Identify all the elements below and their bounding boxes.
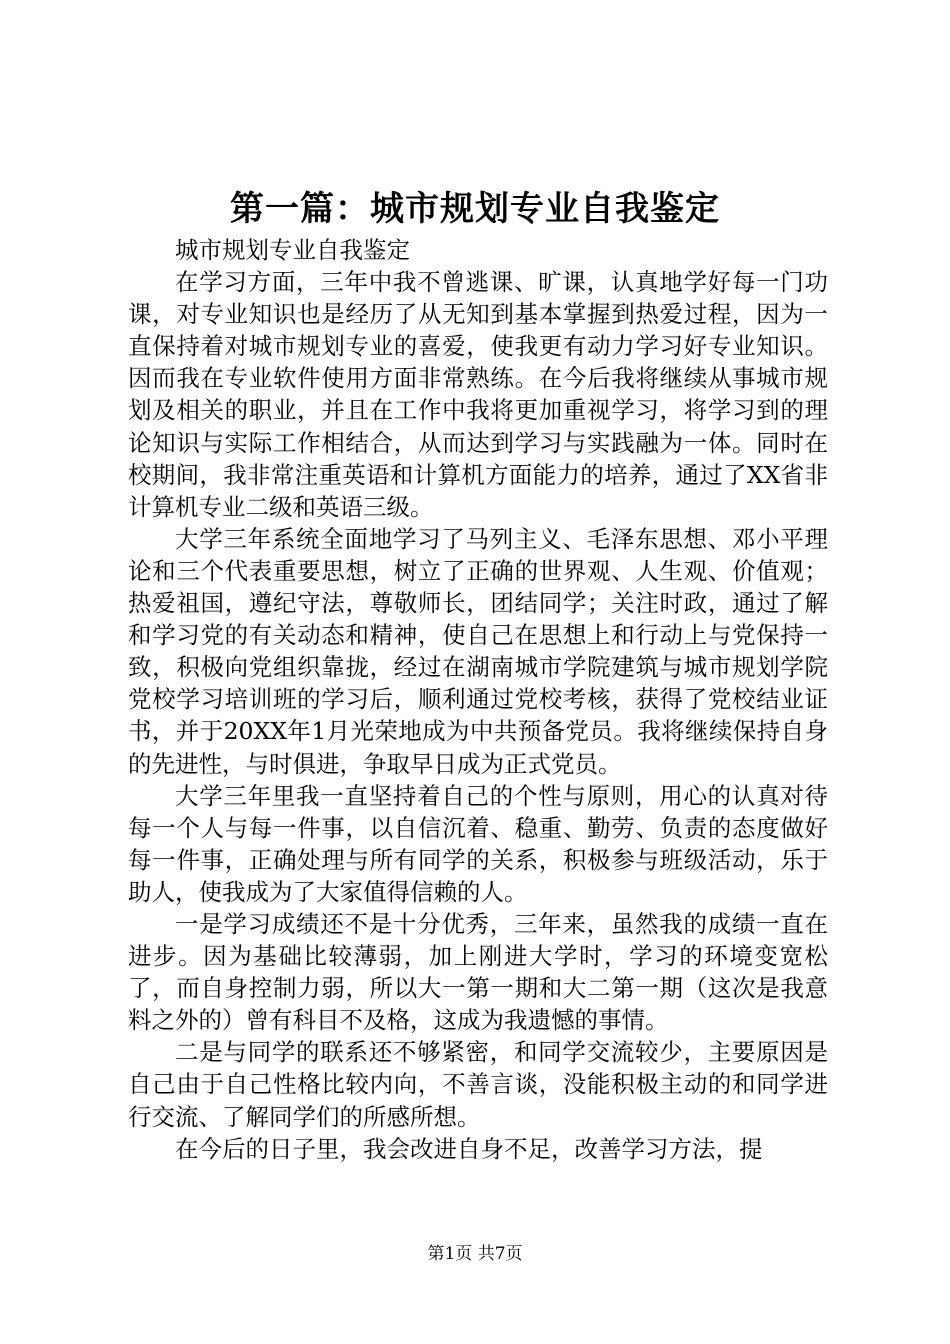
paragraph-shortcoming-grades: 一是学习成绩还不是十分优秀，三年来，虽然我的成绩一直在进步。因为基础比较薄弱，加上刚进大学时，学习的环境变宽松了，而自身控制力弱，所以大一第一期和大二第一期（这次是我意料之外的）曾有科目不及格，这成为我遗憾的事情。 <box>128 909 828 1035</box>
paragraph-shortcoming-social: 二是与同学的联系还不够紧密，和同学交流较少，主要原因是自己由于自己性格比较内向，不善言谈，没能积极主动的和同学进行交流、了解同学们的所感所想。 <box>128 1038 828 1131</box>
paragraph-study: 在学习方面，三年中我不曾逃课、旷课，认真地学好每一门功课，对专业知识也是经历了从无知到基本掌握到热爱过程，因为一直保持着对城市规划专业的喜爱，使我更有动力学习好专业知识。因而我在专业软件使用方面非常熟练。在今后我将继续从事城市规划及相关的职业，并且在工作中我将更加重视学习，将学习到的理论知识与实际工作相结合，从而达到学习与实践融为一体。同时在校期间，我非常注重英语和计算机方面能力的培养，通过了XX省非计算机专业二级和英语三级。 <box>128 268 828 521</box>
paragraph-politics: 大学三年系统全面地学习了马列主义、毛泽东思想、邓小平理论和三个代表重要思想，树立了正确的世界观、人生观、价值观；热爱祖国，遵纪守法，尊敬师长，团结同学；关注时政，通过了解和学习党的有关动态和精神，使自己在思想上和行动上与党保持一致，积极向党组织靠拢，经过在湖南城市学院建筑与城市规划学院党校学习培训班的学习后，顺利通过党校考核，获得了党校结业证书，并于20XX年1月光荣地成为中共预备党员。我将继续保持自身的先进性，与时俱进，争取早日成为正式党员。 <box>128 524 828 778</box>
page-footer: 第1页 共7页 <box>427 1244 523 1264</box>
document-body <box>128 234 828 1165</box>
paragraph-future: 在今后的日子里，我会改进自身不足，改善学习方法，提 <box>175 1134 763 1163</box>
paragraph-character: 大学三年里我一直坚持着自己的个性与原则，用心的认真对待每一个人与每一件事，以自信沉着、稳重、勤劳、负责的态度做好每一件事，正确处理与所有同学的关系，积极参与班级活动，乐于助人，使我成为了大家值得信赖的人。 <box>128 781 828 906</box>
paragraph-subtitle: 城市规划专业自我鉴定 <box>175 236 410 264</box>
document-title: 第一篇：城市规划专业自我鉴定 <box>230 189 720 229</box>
